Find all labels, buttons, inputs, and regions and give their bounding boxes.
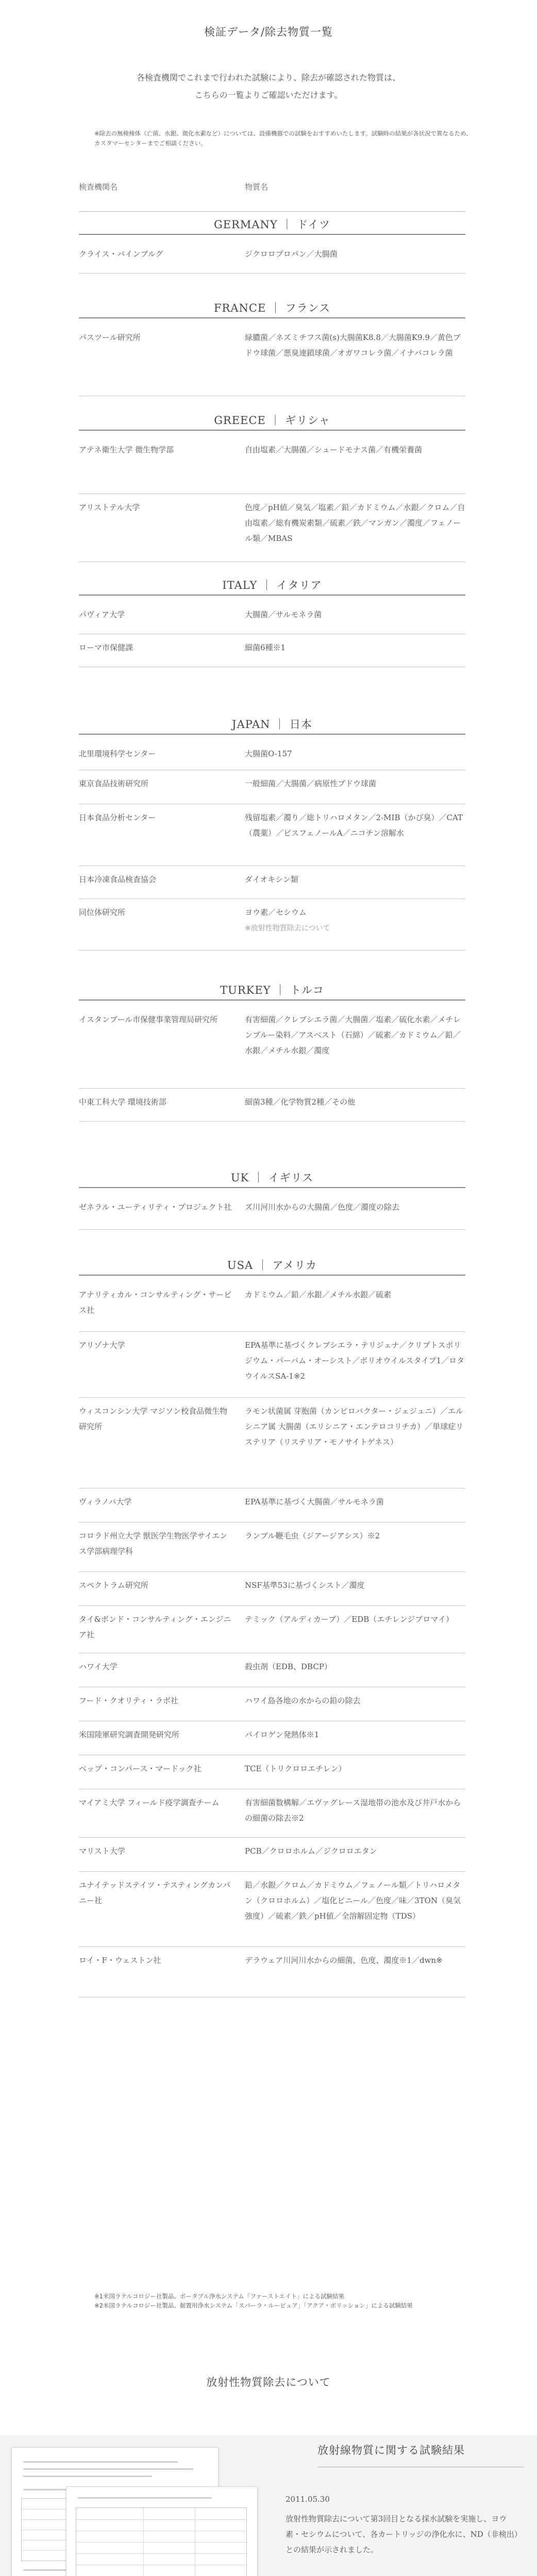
table-row [79,1843,465,1872]
substance-list [245,1012,465,1058]
institution-name: ゼネラル・ユーティリティ・プロジェクト社 [79,1202,232,1212]
substance-text: 鉛／水銀／クロム／カドミウム／フェノール類／トリハロメタン（クロロホルム）／塩化ビニール／色度／味／3TON（臭気強度）／硫素／鉄／pH値／全溶解固定物（TDS） [245,1880,461,1921]
table-row [79,1012,465,1089]
substance-list [245,1403,465,1450]
table-row [79,246,465,274]
institution-name: 日本冷凍食品検査協会 [79,875,157,884]
table-row [79,442,465,494]
substance-text: ジクロロプロパン／大腸菌 [245,249,338,259]
substance-text: バイロゲン発熱体※1 [245,1730,320,1739]
country-header: ITALY ｜ イタリア [79,577,465,596]
radiation-report-date: 2011.05.30 [286,2495,330,2504]
institution-name: ハワイ大学 [79,1662,118,1671]
substance-list [245,1612,465,1627]
table-header [79,175,465,212]
footnote-2: ※2米国ラテルコロジー社製品、据置用浄水システム「スパーラ・ルーピュア」「アクア・ボリッション」による試験結果 [94,2302,413,2309]
page-title: 検証データ/除去物質一覧 [204,26,333,38]
substance-list [245,330,465,361]
intro-line-1: 各検査機関でこれまで行われた試験により、除去が確認された物質は、 [136,73,400,82]
table-row [79,1094,465,1122]
substance-text: PCB／クロロホルム／ジクロロエタン [245,1846,377,1856]
radiation-report-text: 放射性物質除去について第3回目となる採水試験を実施し、ヨウ素・セシウムについて、各カートリッジの浄化水に、ND（非検出）との結果が示されました。 [286,2514,518,2554]
institution-name: ユナイテッドステイツ・テスティングカンパニー社 [79,1880,231,1905]
substance-list [245,1693,465,1708]
table-row [79,1199,465,1230]
institution-name: アテネ衛生大学 微生物学部 [79,445,174,454]
radiation-report-title: 放射線物質に関する試験結果 [317,2442,524,2467]
table-row [79,746,465,770]
table-row [79,1528,465,1572]
substance-text: 一般細菌／大腸菌／病原性ブドウ球菌 [245,779,377,788]
substance-list [245,1659,465,1674]
substance-list [245,810,465,841]
substance-list [245,1337,465,1384]
substance-text: ラモン状菌属 芽胞菌（カンピロバクター・ジェジュニ）／エルシニア属 大腸菌（エリシニア・エンテロコリチカ）／単球症リステリア（リステリア・モノサイトゲネス） [245,1406,464,1447]
table-row [79,1693,465,1721]
substance-list [245,872,465,887]
substance-list [245,905,465,936]
table-row [79,1578,465,1606]
substance-list [245,1761,465,1776]
institution-name: 米国陸軍研究調査開発研究所 [79,1730,180,1739]
substance-list [245,1795,465,1826]
substance-text: 自由塩素／大腸菌／シュードモナス菌／有機栄養菌 [245,445,423,454]
substance-text: 有害細菌数構解／エヴァグレース湿地帯の池水及び井戸水からの細菌の除去※2 [245,1798,461,1823]
table-row [79,607,465,634]
radiation-link[interactable]: ※放射性物質除去について [245,924,330,933]
substance-list [245,1843,465,1859]
substance-list [245,1953,465,1968]
footnotes [94,2292,476,2310]
table-row [79,1612,465,1653]
substance-text: 有害細菌／クレブシエラ菌／大腸菌／塩素／硫化水素／メチレンブルー染料／アスベスト（石綿）／硫素／カドミウム／鉛／水銀／メチル水銀／濁度 [245,1015,461,1055]
substance-text: カドミウム／鉛／水銀／メチル水銀／硫素 [245,1290,392,1299]
table-row [79,1727,465,1755]
substance-text: EPA基準に基づく大腸菌／サルモネラ菌 [245,1497,384,1506]
substance-text: 色度／pH値／臭気／塩素／鉛／カドミウム／水銀／クロム／自由塩素／総有機炭素類／硫素／鉄／マンガン／濁度／フェノール類／MBAS [245,503,465,543]
table-row [79,1403,465,1488]
institution-name: タイ&ボンド・コンサルティング・エンジニア社 [79,1615,231,1639]
table-row [79,776,465,804]
substance-text: 大腸菌O-157 [245,749,292,758]
header-substance: 物質名 [245,182,268,192]
intro-text [0,69,537,104]
institution-name: 北里環境科学センター [79,749,156,758]
substance-list [245,246,465,262]
substance-text: ランブル鞭毛虫（ジアージアシス）※2 [245,1531,380,1540]
report-document-image-front [66,2486,258,2576]
substance-list [245,607,465,622]
country-header: TURKEY ｜ トルコ [79,982,465,1001]
country-header: FRANCE ｜ フランス [79,300,465,318]
intro-line-2: こちらの一覧よりご確認いただけます。 [194,90,343,100]
table-row [79,905,465,951]
institution-name: ウィスコンシン大学 マジソン校食品微生物研究所 [79,1406,228,1431]
institution-name: コロラド州立大学 獣医学生物医学サイエンス学部病理学科 [79,1531,228,1556]
substance-list [245,746,465,761]
substance-list [245,640,465,655]
substance-text: 緑膿菌／ネズミチフス菌(s)大腸菌K8.8／大腸菌K9.9／黄色ブドウ球菌／悪臭連鎖球菌／オガワコレラ菌／イナバコレラ菌 [245,333,461,358]
substance-text: テミック（アルディカーブ）／EDB（エチレンジブロマイ） [245,1615,454,1624]
table-row [79,500,465,562]
table-row [79,1494,465,1522]
substance-list [245,500,465,546]
institution-name: ヴィラノバ大学 [79,1497,132,1506]
table-row [79,330,465,396]
table-row [79,1287,465,1332]
institution-name: ローマ市保健課 [79,643,133,652]
table-row [79,810,465,866]
table-row [79,1795,465,1838]
table-row [79,640,465,667]
country-header: GREECE ｜ ギリシャ [79,412,465,431]
substance-text: ヨウ素／セシウム [245,908,307,917]
footnote-1: ※1米国ラテルコロジー社製品、ボータブル浄水システム「ファーストエイト」による試験結果 [94,2293,344,2300]
substance-text: NSF基準53に基づくシスト／濁度 [245,1581,365,1590]
substance-text: 殺虫剤（EDB、DBCP） [245,1662,332,1671]
substance-list [245,1494,465,1510]
substance-list [245,1528,465,1544]
substance-text: ズ川河川水からの大腸菌／色度／濁度の除去 [245,1202,400,1212]
substance-list [245,1199,465,1215]
substance-text: TCE（トリクロロエチレン） [245,1764,346,1773]
substance-list [245,1727,465,1742]
table-row [79,1877,465,1947]
substance-text: ダイオキシン類 [245,875,298,884]
substance-list [245,442,465,457]
institution-name: パスツール研究所 [79,333,141,342]
radiation-section-title: 放射性物質除去について [206,2376,331,2388]
institution-name: スペクトラム研究所 [79,1581,148,1590]
country-header: JAPAN ｜ 日本 [79,716,465,735]
substance-text: 細菌3種／化学物質2種／その他 [245,1097,356,1107]
country-header: UK ｜ イギリス [79,1170,465,1188]
substance-list [245,1287,465,1302]
institution-name: 東京食品技術研究所 [79,779,149,788]
substance-list [245,1094,465,1110]
table-row [79,1953,465,1997]
substance-text: 細菌6種※1 [245,643,286,652]
substance-list [245,1578,465,1593]
institution-name: アナリティカル・コンサルティング・サービス社 [79,1290,232,1315]
table-row [79,1337,465,1398]
institution-name: マイアミ大学 フィールド疫学調査チーム [79,1798,220,1807]
country-header: GERMANY ｜ ドイツ [79,216,465,235]
institution-name: パヴィア大学 [79,610,125,619]
institution-name: マリスト大学 [79,1846,125,1856]
institution-name: 中東工科大学 環境技術部 [79,1097,166,1107]
table-row [79,872,465,899]
institution-name: クライス・バインブルグ [79,249,163,259]
table-row [79,1761,465,1789]
substance-text: 残留塩素／濁り／総トリハロメタン／2-MIB（かび臭）／CAT（農薬）／ビスフェノールA／ニコチン溶解水 [245,813,463,838]
test-note: ※除去の無検検体（亡菌、水銀、微化水素など）については、設備機器での試験をおすすめいたします。試験時の結果が各状況で異なるため、カスタマーセンターまでご相談ください。 [94,130,472,147]
institution-name: ベップ・コンパース・マードック社 [79,1764,202,1773]
institution-name: 日本食品分析センター [79,813,156,822]
header-institution: 検査機関名 [79,182,118,192]
substance-text: EPA基準に基づくクレブシエラ・テリジェナ／クリプトスポリジウム・パーバム・オーシスト／ポリオウイルスタイプ1／ロタウイルスSA-1※2 [245,1341,465,1381]
substance-text: 大腸菌／サルモネラ菌 [245,610,322,619]
substance-text: デラウェア川河川水からの細菌、色度、濁度※1／dwn※ [245,1956,443,1965]
institution-name: アリストテル大学 [79,503,140,512]
institution-name: イスタンブール市保健事業管理局研究所 [79,1015,218,1024]
institution-name: アリゾナ大学 [79,1341,125,1350]
institution-name: ロイ・F・ウェストン社 [79,1956,161,1965]
substance-text: ハワイ島各地の水からの鉛の除去 [245,1696,361,1705]
table-row [79,1659,465,1687]
substance-list [245,1877,465,1924]
institution-name: フード・クオリティ・ラボ社 [79,1696,179,1705]
substance-list [245,776,465,791]
country-header: USA ｜ アメリカ [79,1257,465,1276]
institution-name: 同位体研究所 [79,908,126,917]
